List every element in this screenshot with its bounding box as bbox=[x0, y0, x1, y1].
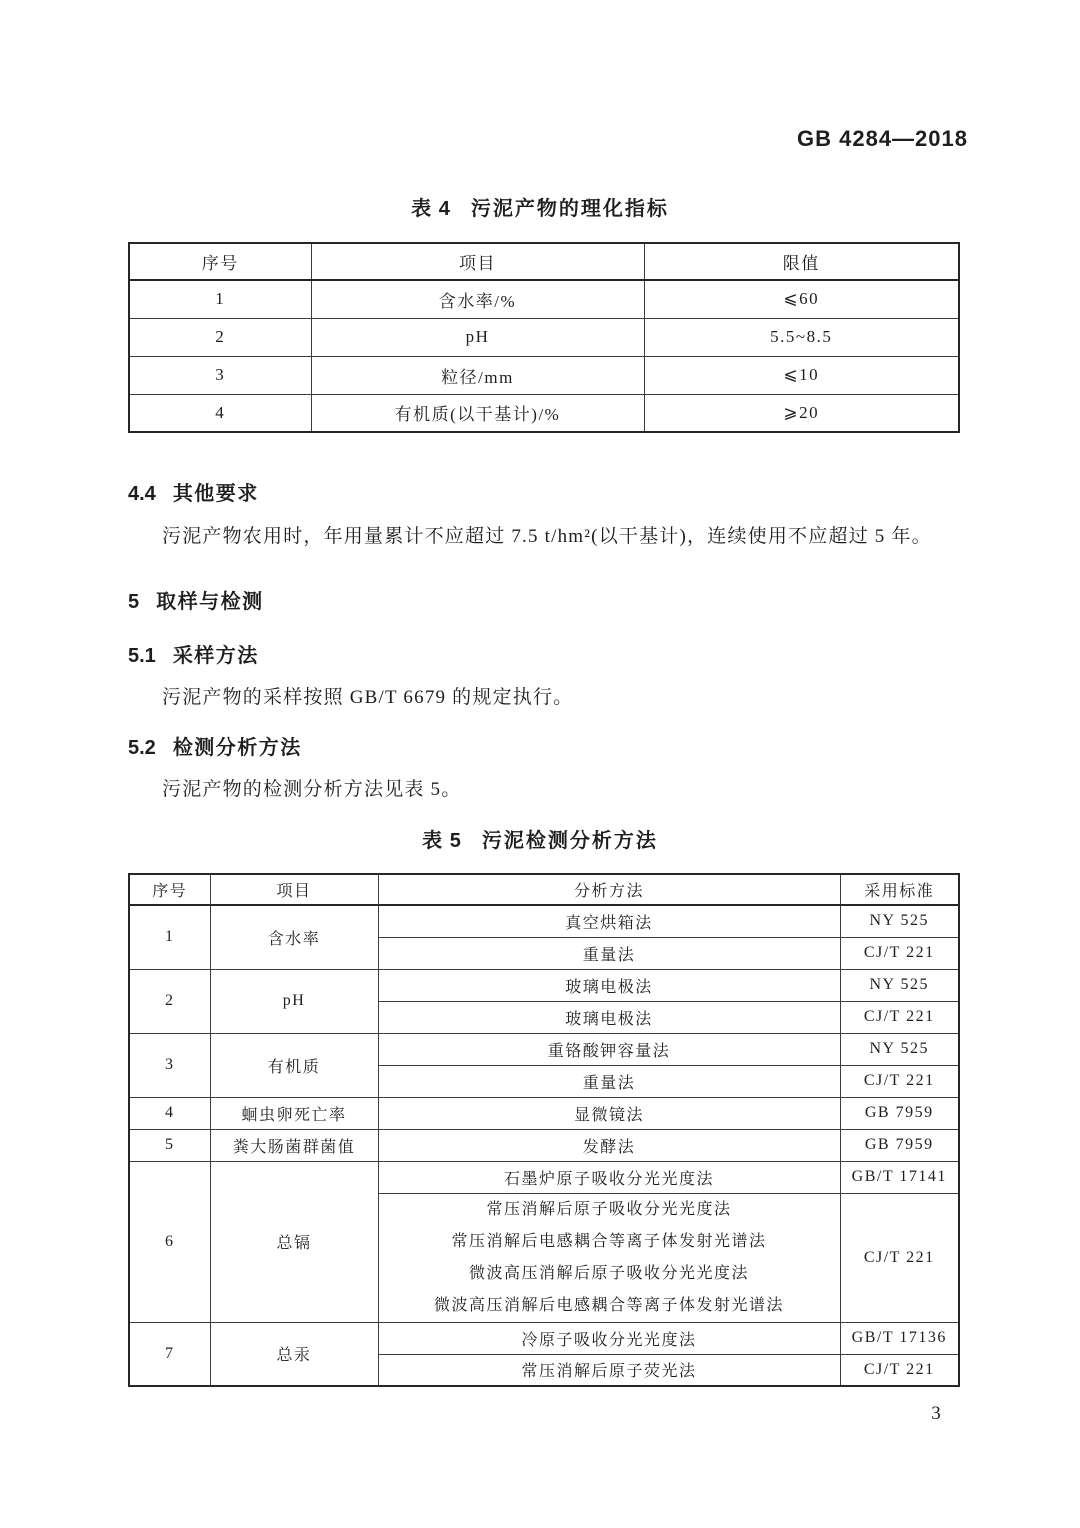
section-title: 采样方法 bbox=[172, 645, 259, 667]
table5-col-method: 分析方法 bbox=[378, 874, 840, 905]
table-cell: 蛔虫卵死亡率 bbox=[210, 1097, 378, 1129]
table4-caption: 污泥产物的理化指标 bbox=[470, 198, 669, 220]
table-cell: 3 bbox=[129, 356, 311, 394]
table5-title bbox=[0, 824, 1080, 853]
table-cell: 总汞 bbox=[210, 1322, 378, 1386]
table-cell: 重铬酸钾容量法 bbox=[378, 1033, 840, 1065]
table-cell: NY 525 bbox=[840, 1033, 959, 1065]
section-number: 5.1 bbox=[128, 645, 156, 667]
table-cell: NY 525 bbox=[840, 969, 959, 1001]
table-cell: CJ/T 221 bbox=[840, 1354, 959, 1386]
table-cell: CJ/T 221 bbox=[840, 1065, 959, 1097]
table-cell: NY 525 bbox=[840, 905, 959, 937]
table4-title bbox=[0, 192, 1080, 221]
table4-col-limit: 限值 bbox=[644, 243, 959, 280]
table-row bbox=[129, 318, 959, 356]
table-row bbox=[129, 1322, 959, 1354]
table-cell: 石墨炉原子吸收分光光度法 bbox=[378, 1161, 840, 1193]
table-cell: CJ/T 221 bbox=[840, 1193, 959, 1322]
table4-header-row bbox=[129, 243, 959, 280]
table-cell: 冷原子吸收分光光度法 bbox=[378, 1322, 840, 1354]
table-row bbox=[129, 1097, 959, 1129]
table-cell: 玻璃电极法 bbox=[378, 1001, 840, 1033]
table-cell: 重量法 bbox=[378, 1065, 840, 1097]
method-line: 微波高压消解后原子吸收分光光度法 bbox=[468, 1264, 749, 1282]
paragraph-5-1: 污泥产物的采样按照 GB/T 6679 的规定执行。 bbox=[162, 687, 574, 708]
table-cell: 粒径/mm bbox=[311, 356, 644, 394]
table-cell: 总镉 bbox=[210, 1161, 378, 1322]
table-row bbox=[129, 394, 959, 432]
section-heading-5 bbox=[128, 585, 264, 614]
page-number: 3 bbox=[931, 1403, 941, 1424]
section-heading-5-1 bbox=[128, 639, 259, 668]
table-row bbox=[129, 1129, 959, 1161]
table-cell: ⩽60 bbox=[644, 280, 959, 318]
table-cell: 发酵法 bbox=[378, 1129, 840, 1161]
table5-col-index: 序号 bbox=[129, 874, 210, 905]
section-title: 检测分析方法 bbox=[172, 737, 302, 759]
section-number: 5.2 bbox=[128, 737, 156, 759]
table-cell bbox=[378, 1193, 840, 1322]
table-row bbox=[129, 1161, 959, 1193]
table-cell: 1 bbox=[129, 280, 311, 318]
table5-sludge-analysis-methods bbox=[128, 873, 960, 1387]
paragraph-5-2: 污泥产物的检测分析方法见表 5。 bbox=[162, 779, 462, 800]
table-cell: 粪大肠菌群菌值 bbox=[210, 1129, 378, 1161]
table-cell: CJ/T 221 bbox=[840, 937, 959, 969]
table-cell: 有机质 bbox=[210, 1033, 378, 1097]
section-heading-5-2 bbox=[128, 731, 302, 760]
table-cell: 2 bbox=[129, 969, 210, 1033]
table-cell: 4 bbox=[129, 1097, 210, 1129]
table-cell: GB 7959 bbox=[840, 1129, 959, 1161]
table5-col-item: 项目 bbox=[210, 874, 378, 905]
table5-header-row bbox=[129, 874, 959, 905]
table-cell: GB 7959 bbox=[840, 1097, 959, 1129]
method-line: 常压消解后电感耦合等离子体发射光谱法 bbox=[451, 1232, 767, 1250]
table-cell: 6 bbox=[129, 1161, 210, 1322]
standard-code: GB 4284—2018 bbox=[797, 126, 968, 151]
table-cell: 含水率/% bbox=[311, 280, 644, 318]
table-cell: ⩾20 bbox=[644, 394, 959, 432]
table-cell: 5.5~8.5 bbox=[644, 318, 959, 356]
table-row bbox=[129, 280, 959, 318]
section-number: 5 bbox=[128, 591, 140, 613]
table-cell: 4 bbox=[129, 394, 311, 432]
table-row bbox=[129, 969, 959, 1001]
table-cell: pH bbox=[311, 318, 644, 356]
table-cell: ⩽10 bbox=[644, 356, 959, 394]
table5-label: 表 5 bbox=[422, 830, 462, 852]
table-row bbox=[129, 356, 959, 394]
table-cell: GB/T 17141 bbox=[840, 1161, 959, 1193]
table-cell: GB/T 17136 bbox=[840, 1322, 959, 1354]
table-cell: 3 bbox=[129, 1033, 210, 1097]
table-cell: 真空烘箱法 bbox=[378, 905, 840, 937]
section-heading-4-4 bbox=[128, 477, 259, 506]
table-cell: 2 bbox=[129, 318, 311, 356]
table-cell: 5 bbox=[129, 1129, 210, 1161]
section-number: 4.4 bbox=[128, 483, 156, 505]
table-row bbox=[129, 1033, 959, 1065]
table-cell: 1 bbox=[129, 905, 210, 969]
method-line: 常压消解后原子吸收分光光度法 bbox=[486, 1200, 732, 1218]
table-cell: CJ/T 221 bbox=[840, 1001, 959, 1033]
table5-caption: 污泥检测分析方法 bbox=[481, 830, 658, 852]
paragraph-4-4: 污泥产物农用时，年用量累计不应超过 7.5 t/hm²(以干基计)，连续使用不应超过 5 年。 bbox=[162, 526, 932, 547]
table-cell: 玻璃电极法 bbox=[378, 969, 840, 1001]
table-cell: 7 bbox=[129, 1322, 210, 1386]
table-cell: 显微镜法 bbox=[378, 1097, 840, 1129]
table4-physical-chemical-indicators bbox=[128, 242, 960, 433]
section-title: 其他要求 bbox=[172, 483, 259, 505]
table4-label: 表 4 bbox=[411, 198, 451, 220]
table-cell: 重量法 bbox=[378, 937, 840, 969]
table-cell: pH bbox=[210, 969, 378, 1033]
table-cell: 常压消解后原子荧光法 bbox=[378, 1354, 840, 1386]
method-line: 微波高压消解后电感耦合等离子体发射光谱法 bbox=[433, 1296, 784, 1314]
section-title: 取样与检测 bbox=[156, 591, 264, 613]
table4-col-index: 序号 bbox=[129, 243, 311, 280]
table5-col-standard: 采用标准 bbox=[840, 874, 959, 905]
table-row bbox=[129, 905, 959, 937]
table-cell: 有机质(以干基计)/% bbox=[311, 394, 644, 432]
table4-col-item: 项目 bbox=[311, 243, 644, 280]
table-cell: 含水率 bbox=[210, 905, 378, 969]
